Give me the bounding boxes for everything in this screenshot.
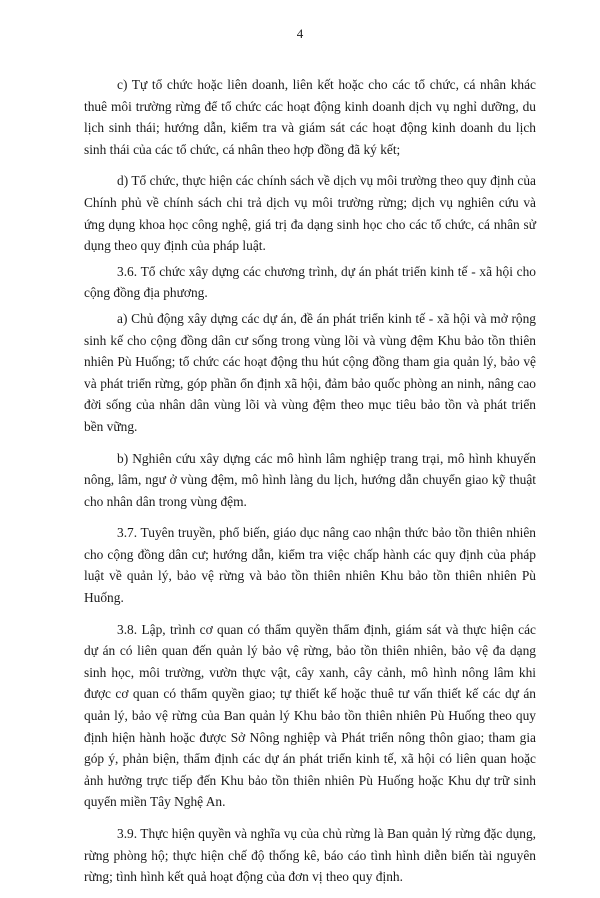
paragraph-3-5-d: d) Tổ chức, thực hiện các chính sách về dịch vụ môi trường theo quy định của Chính phủ về chính sách chi trả dịch vụ môi trường rừng; dịch vụ nghiên cứu và ứng dụng khoa học công nghệ, giá trị đa dạng sinh học cho các tổ chức, cá nhân sử dụng theo quy định của pháp luật.: [84, 173, 536, 254]
paragraph-3-6: 3.6. Tổ chức xây dựng các chương trình, dự án phát triển kinh tế - xã hội cho cộng đồng địa phương.: [84, 263, 536, 301]
paragraph-3-8: 3.8. Lập, trình cơ quan có thẩm quyền thẩm định, giám sát và thực hiện các dự án có liên quan đến quản lý bảo vệ rừng, bảo tồn thiên nhiên, bảo vệ đa dạng sinh học, môi trường, vườn thực vật, cây xanh, cây cảnh, mô hình nông lâm khi được cơ quan có thẩm quyền giao; tự thiết kế hoặc thuê tư vấn thiết kế các dự án quản lý, bảo vệ rừng của Ban quản lý Khu bảo tồn thiên nhiên Pù Huống theo quy định hiện hành hoặc được Sở Nông nghiệp và Phát triển nông thôn giao; tham gia góp ý, phản biện, thẩm định các dự án phát triển kinh tế, xã hội có liên quan hoặc ảnh hưởng trực tiếp đến Khu bảo tồn thiên nhiên Pù Huống hoặc Khu dự trữ sinh quyển miền Tây Nghệ An.: [84, 621, 536, 810]
paragraph-3-6-b: b) Nghiên cứu xây dựng các mô hình lâm nghiệp trang trại, mô hình khuyến nông, lâm, ngư ở vùng đệm, mô hình làng du lịch, hướng dẫn chuyển giao kỹ thuật cho nhân dân trong vùng đệm.: [84, 450, 536, 509]
page-number: 4: [296, 26, 304, 41]
paragraph-3-6-a: a) Chủ động xây dựng các dự án, đề án phát triển kinh tế - xã hội và mở rộng sinh kế cho cộng đồng dân cư sống trong vùng lõi và vùng đệm Khu bảo tồn thiên nhiên Pù Huống; tổ chức các hoạt động thu hút cộng đồng tham gia quản lý, bảo vệ và phát triển rừng, góp phần ổn định xã hội, đảm bảo quốc phòng an ninh, nâng cao đời sống của nhân dân vùng lõi và vùng đệm theo mục tiêu bảo tồn và phát triển bền vững.: [84, 310, 536, 434]
paragraph-3-9: 3.9. Thực hiện quyền và nghĩa vụ của chủ rừng là Ban quản lý rừng đặc dụng, rừng phòng hộ; thực hiện chế độ thống kê, báo cáo tình hình diễn biến tài nguyên rừng; tình hình kết quả hoạt động của đơn vị theo quy định.: [84, 826, 536, 885]
paragraph-3-7: 3.7. Tuyên truyền, phổ biến, giáo dục nâng cao nhận thức bảo tồn thiên nhiên cho cộng đồng dân cư; hướng dẫn, kiểm tra việc chấp hành các quy định của pháp luật về quản lý, bảo vệ rừng và bảo tồn thiên nhiên Khu bảo tồn thiên nhiên Pù Huống.: [84, 525, 536, 606]
paragraph-3-5-c: c) Tự tổ chức hoặc liên doanh, liên kết hoặc cho các tổ chức, cá nhân khác thuê môi trường rừng để tổ chức các hoạt động kinh doanh dịch vụ nghỉ dưỡng, du lịch sinh thái; hướng dẫn, kiểm tra và giám sát các hoạt động kinh doanh du lịch sinh thái của các tổ chức, cá nhân theo hợp đồng đã ký kết;: [84, 77, 536, 157]
document-body: [84, 74, 536, 898]
